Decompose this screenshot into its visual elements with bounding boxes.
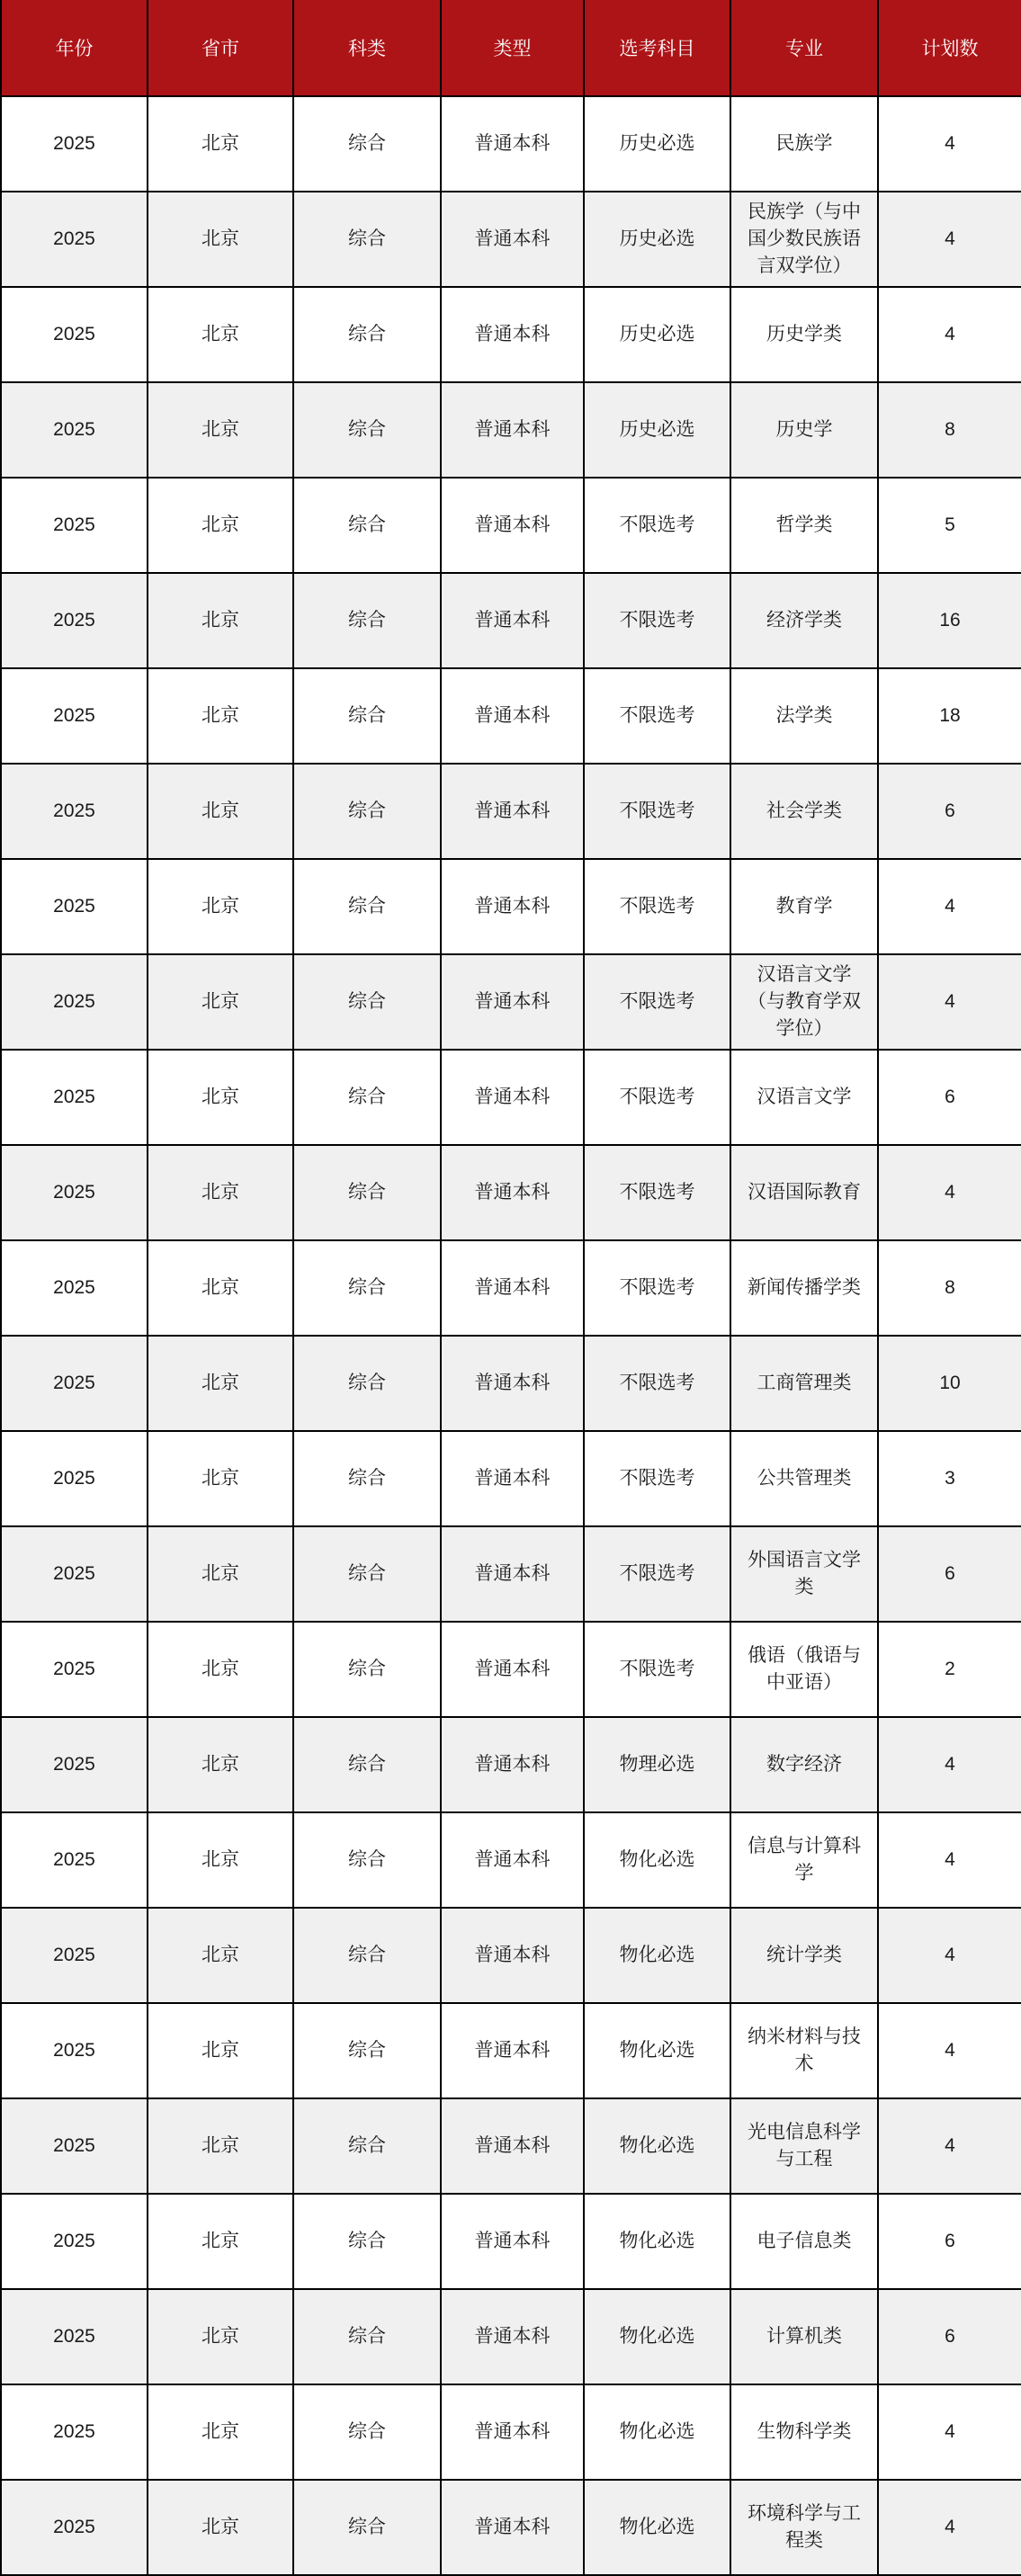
cell-category: 综合 — [293, 2003, 441, 2098]
cell-type: 普通本科 — [441, 2289, 584, 2384]
cell-exam-subjects: 物化必选 — [584, 1908, 730, 2003]
cell-category: 综合 — [293, 1717, 441, 1812]
cell-type: 普通本科 — [441, 382, 584, 478]
table-row — [1, 2098, 1021, 2194]
cell-year: 2025 — [1, 1908, 148, 2003]
cell-type: 普通本科 — [441, 2098, 584, 2194]
table-row — [1, 859, 1021, 954]
cell-province: 北京 — [148, 192, 293, 287]
cell-province: 北京 — [148, 287, 293, 382]
cell-year: 2025 — [1, 1145, 148, 1240]
cell-exam-subjects: 不限选考 — [584, 1240, 730, 1336]
column-header-exam-subjects: 选考科目 — [584, 0, 730, 96]
cell-province: 北京 — [148, 1526, 293, 1622]
cell-province: 北京 — [148, 573, 293, 668]
cell-province: 北京 — [148, 2384, 293, 2480]
cell-year: 2025 — [1, 2384, 148, 2480]
cell-year: 2025 — [1, 1050, 148, 1145]
cell-exam-subjects: 物理必选 — [584, 1717, 730, 1812]
cell-exam-subjects: 历史必选 — [584, 287, 730, 382]
cell-exam-subjects: 不限选考 — [584, 859, 730, 954]
cell-type: 普通本科 — [441, 2003, 584, 2098]
table-row — [1, 2003, 1021, 2098]
cell-category: 综合 — [293, 2480, 441, 2575]
cell-category: 综合 — [293, 1908, 441, 2003]
cell-plan-count: 8 — [878, 382, 1021, 478]
cell-plan-count: 4 — [878, 2003, 1021, 2098]
table-row — [1, 2289, 1021, 2384]
cell-year: 2025 — [1, 859, 148, 954]
cell-major: 环境科学与工程类 — [730, 2480, 878, 2575]
cell-type: 普通本科 — [441, 1050, 584, 1145]
cell-major: 汉语言文学 — [730, 1050, 878, 1145]
cell-major: 汉语言文学（与教育学双学位） — [730, 954, 878, 1050]
cell-province: 北京 — [148, 382, 293, 478]
cell-year: 2025 — [1, 382, 148, 478]
cell-type: 普通本科 — [441, 96, 584, 192]
cell-plan-count: 4 — [878, 2098, 1021, 2194]
cell-province: 北京 — [148, 1622, 293, 1717]
cell-province: 北京 — [148, 954, 293, 1050]
cell-major: 计算机类 — [730, 2289, 878, 2384]
cell-exam-subjects: 历史必选 — [584, 96, 730, 192]
cell-plan-count: 4 — [878, 954, 1021, 1050]
cell-province: 北京 — [148, 1240, 293, 1336]
cell-year: 2025 — [1, 96, 148, 192]
cell-exam-subjects: 不限选考 — [584, 764, 730, 859]
cell-major: 教育学 — [730, 859, 878, 954]
cell-type: 普通本科 — [441, 478, 584, 573]
cell-major: 光电信息科学与工程 — [730, 2098, 878, 2194]
cell-type: 普通本科 — [441, 954, 584, 1050]
table-row — [1, 1050, 1021, 1145]
cell-major: 历史学 — [730, 382, 878, 478]
cell-exam-subjects: 物化必选 — [584, 1812, 730, 1908]
cell-category: 综合 — [293, 1526, 441, 1622]
cell-year: 2025 — [1, 287, 148, 382]
cell-exam-subjects: 历史必选 — [584, 382, 730, 478]
cell-type: 普通本科 — [441, 1717, 584, 1812]
table-row — [1, 573, 1021, 668]
column-header-type: 类型 — [441, 0, 584, 96]
cell-major: 历史学类 — [730, 287, 878, 382]
table-row — [1, 96, 1021, 192]
cell-category: 综合 — [293, 382, 441, 478]
cell-major: 信息与计算科学 — [730, 1812, 878, 1908]
cell-plan-count: 4 — [878, 96, 1021, 192]
cell-type: 普通本科 — [441, 573, 584, 668]
cell-category: 综合 — [293, 478, 441, 573]
cell-province: 北京 — [148, 2194, 293, 2289]
cell-type: 普通本科 — [441, 287, 584, 382]
cell-plan-count: 5 — [878, 478, 1021, 573]
cell-category: 综合 — [293, 764, 441, 859]
cell-category: 综合 — [293, 573, 441, 668]
cell-province: 北京 — [148, 96, 293, 192]
cell-exam-subjects: 物化必选 — [584, 2384, 730, 2480]
cell-plan-count: 4 — [878, 1717, 1021, 1812]
cell-year: 2025 — [1, 1240, 148, 1336]
cell-province: 北京 — [148, 1431, 293, 1526]
cell-major: 经济学类 — [730, 573, 878, 668]
cell-plan-count: 4 — [878, 1812, 1021, 1908]
cell-year: 2025 — [1, 2003, 148, 2098]
cell-category: 综合 — [293, 1145, 441, 1240]
cell-category: 综合 — [293, 96, 441, 192]
column-header-plan-count: 计划数 — [878, 0, 1021, 96]
cell-year: 2025 — [1, 1431, 148, 1526]
table-row — [1, 1145, 1021, 1240]
cell-major: 民族学 — [730, 96, 878, 192]
cell-major: 数字经济 — [730, 1717, 878, 1812]
cell-exam-subjects: 物化必选 — [584, 2003, 730, 2098]
cell-year: 2025 — [1, 668, 148, 764]
table-row — [1, 1431, 1021, 1526]
cell-plan-count: 4 — [878, 192, 1021, 287]
cell-year: 2025 — [1, 2194, 148, 2289]
table-row — [1, 668, 1021, 764]
table-row — [1, 1908, 1021, 2003]
table-row — [1, 1240, 1021, 1336]
cell-plan-count: 2 — [878, 1622, 1021, 1717]
cell-category: 综合 — [293, 2384, 441, 2480]
column-header-province: 省市 — [148, 0, 293, 96]
cell-province: 北京 — [148, 764, 293, 859]
cell-year: 2025 — [1, 764, 148, 859]
cell-exam-subjects: 不限选考 — [584, 1622, 730, 1717]
table-row — [1, 287, 1021, 382]
table-row — [1, 764, 1021, 859]
cell-plan-count: 6 — [878, 2289, 1021, 2384]
cell-plan-count: 10 — [878, 1336, 1021, 1431]
cell-plan-count: 4 — [878, 2480, 1021, 2575]
cell-year: 2025 — [1, 1622, 148, 1717]
cell-plan-count: 16 — [878, 573, 1021, 668]
cell-type: 普通本科 — [441, 1431, 584, 1526]
cell-exam-subjects: 物化必选 — [584, 2289, 730, 2384]
cell-province: 北京 — [148, 2289, 293, 2384]
cell-type: 普通本科 — [441, 2194, 584, 2289]
cell-major: 生物科学类 — [730, 2384, 878, 2480]
cell-exam-subjects: 物化必选 — [584, 2098, 730, 2194]
cell-plan-count: 4 — [878, 1908, 1021, 2003]
cell-type: 普通本科 — [441, 1336, 584, 1431]
cell-province: 北京 — [148, 2480, 293, 2575]
cell-plan-count: 3 — [878, 1431, 1021, 1526]
cell-major: 电子信息类 — [730, 2194, 878, 2289]
table-row — [1, 2194, 1021, 2289]
cell-plan-count: 4 — [878, 859, 1021, 954]
cell-province: 北京 — [148, 859, 293, 954]
cell-year: 2025 — [1, 2480, 148, 2575]
cell-major: 社会学类 — [730, 764, 878, 859]
cell-province: 北京 — [148, 1145, 293, 1240]
cell-category: 综合 — [293, 1050, 441, 1145]
cell-plan-count: 4 — [878, 287, 1021, 382]
header-row — [1, 0, 1021, 96]
table-row — [1, 478, 1021, 573]
cell-category: 综合 — [293, 1622, 441, 1717]
cell-category: 综合 — [293, 192, 441, 287]
cell-major: 法学类 — [730, 668, 878, 764]
cell-year: 2025 — [1, 1812, 148, 1908]
cell-category: 综合 — [293, 287, 441, 382]
column-header-year: 年份 — [1, 0, 148, 96]
cell-type: 普通本科 — [441, 1240, 584, 1336]
cell-exam-subjects: 物化必选 — [584, 2480, 730, 2575]
cell-plan-count: 4 — [878, 1145, 1021, 1240]
cell-category: 综合 — [293, 954, 441, 1050]
cell-exam-subjects: 不限选考 — [584, 573, 730, 668]
cell-year: 2025 — [1, 2289, 148, 2384]
cell-exam-subjects: 不限选考 — [584, 668, 730, 764]
cell-province: 北京 — [148, 1812, 293, 1908]
cell-plan-count: 6 — [878, 1526, 1021, 1622]
cell-plan-count: 6 — [878, 2194, 1021, 2289]
cell-plan-count: 6 — [878, 1050, 1021, 1145]
cell-type: 普通本科 — [441, 764, 584, 859]
cell-exam-subjects: 不限选考 — [584, 1526, 730, 1622]
cell-type: 普通本科 — [441, 192, 584, 287]
cell-major: 工商管理类 — [730, 1336, 878, 1431]
cell-year: 2025 — [1, 2098, 148, 2194]
cell-major: 汉语国际教育 — [730, 1145, 878, 1240]
cell-category: 综合 — [293, 2098, 441, 2194]
table-row — [1, 2480, 1021, 2575]
cell-major: 外国语言文学类 — [730, 1526, 878, 1622]
table-row — [1, 1336, 1021, 1431]
cell-major: 哲学类 — [730, 478, 878, 573]
cell-province: 北京 — [148, 1908, 293, 2003]
cell-province: 北京 — [148, 2003, 293, 2098]
table-row — [1, 1622, 1021, 1717]
table-row — [1, 382, 1021, 478]
cell-year: 2025 — [1, 192, 148, 287]
cell-major: 统计学类 — [730, 1908, 878, 2003]
cell-plan-count: 4 — [878, 2384, 1021, 2480]
column-header-category: 科类 — [293, 0, 441, 96]
cell-plan-count: 8 — [878, 1240, 1021, 1336]
cell-exam-subjects: 不限选考 — [584, 478, 730, 573]
cell-type: 普通本科 — [441, 1145, 584, 1240]
cell-province: 北京 — [148, 668, 293, 764]
cell-type: 普通本科 — [441, 2384, 584, 2480]
cell-category: 综合 — [293, 1812, 441, 1908]
cell-province: 北京 — [148, 1717, 293, 1812]
cell-province: 北京 — [148, 478, 293, 573]
cell-plan-count: 18 — [878, 668, 1021, 764]
cell-type: 普通本科 — [441, 2480, 584, 2575]
table-row — [1, 2384, 1021, 2480]
cell-category: 综合 — [293, 2289, 441, 2384]
cell-exam-subjects: 物化必选 — [584, 2194, 730, 2289]
cell-major: 新闻传播学类 — [730, 1240, 878, 1336]
table-row — [1, 192, 1021, 287]
cell-major: 俄语（俄语与中亚语） — [730, 1622, 878, 1717]
cell-year: 2025 — [1, 1336, 148, 1431]
cell-category: 综合 — [293, 1240, 441, 1336]
cell-province: 北京 — [148, 2098, 293, 2194]
cell-year: 2025 — [1, 478, 148, 573]
cell-category: 综合 — [293, 1336, 441, 1431]
cell-year: 2025 — [1, 954, 148, 1050]
cell-province: 北京 — [148, 1336, 293, 1431]
cell-type: 普通本科 — [441, 1908, 584, 2003]
cell-type: 普通本科 — [441, 668, 584, 764]
cell-exam-subjects: 不限选考 — [584, 1336, 730, 1431]
cell-type: 普通本科 — [441, 1812, 584, 1908]
cell-province: 北京 — [148, 1050, 293, 1145]
cell-type: 普通本科 — [441, 859, 584, 954]
cell-major: 公共管理类 — [730, 1431, 878, 1526]
cell-major: 民族学（与中国少数民族语言双学位） — [730, 192, 878, 287]
cell-exam-subjects: 不限选考 — [584, 1145, 730, 1240]
cell-year: 2025 — [1, 1526, 148, 1622]
cell-exam-subjects: 不限选考 — [584, 1431, 730, 1526]
table-body — [1, 96, 1021, 2575]
cell-year: 2025 — [1, 1717, 148, 1812]
cell-type: 普通本科 — [441, 1526, 584, 1622]
cell-type: 普通本科 — [441, 1622, 584, 1717]
cell-plan-count: 6 — [878, 764, 1021, 859]
cell-exam-subjects: 不限选考 — [584, 954, 730, 1050]
table-row — [1, 1526, 1021, 1622]
cell-year: 2025 — [1, 573, 148, 668]
table-row — [1, 1812, 1021, 1908]
cell-exam-subjects: 历史必选 — [584, 192, 730, 287]
cell-major: 纳米材料与技术 — [730, 2003, 878, 2098]
cell-exam-subjects: 不限选考 — [584, 1050, 730, 1145]
cell-category: 综合 — [293, 1431, 441, 1526]
cell-category: 综合 — [293, 859, 441, 954]
table-row — [1, 954, 1021, 1050]
column-header-major: 专业 — [730, 0, 878, 96]
cell-category: 综合 — [293, 2194, 441, 2289]
table-row — [1, 1717, 1021, 1812]
cell-category: 综合 — [293, 668, 441, 764]
